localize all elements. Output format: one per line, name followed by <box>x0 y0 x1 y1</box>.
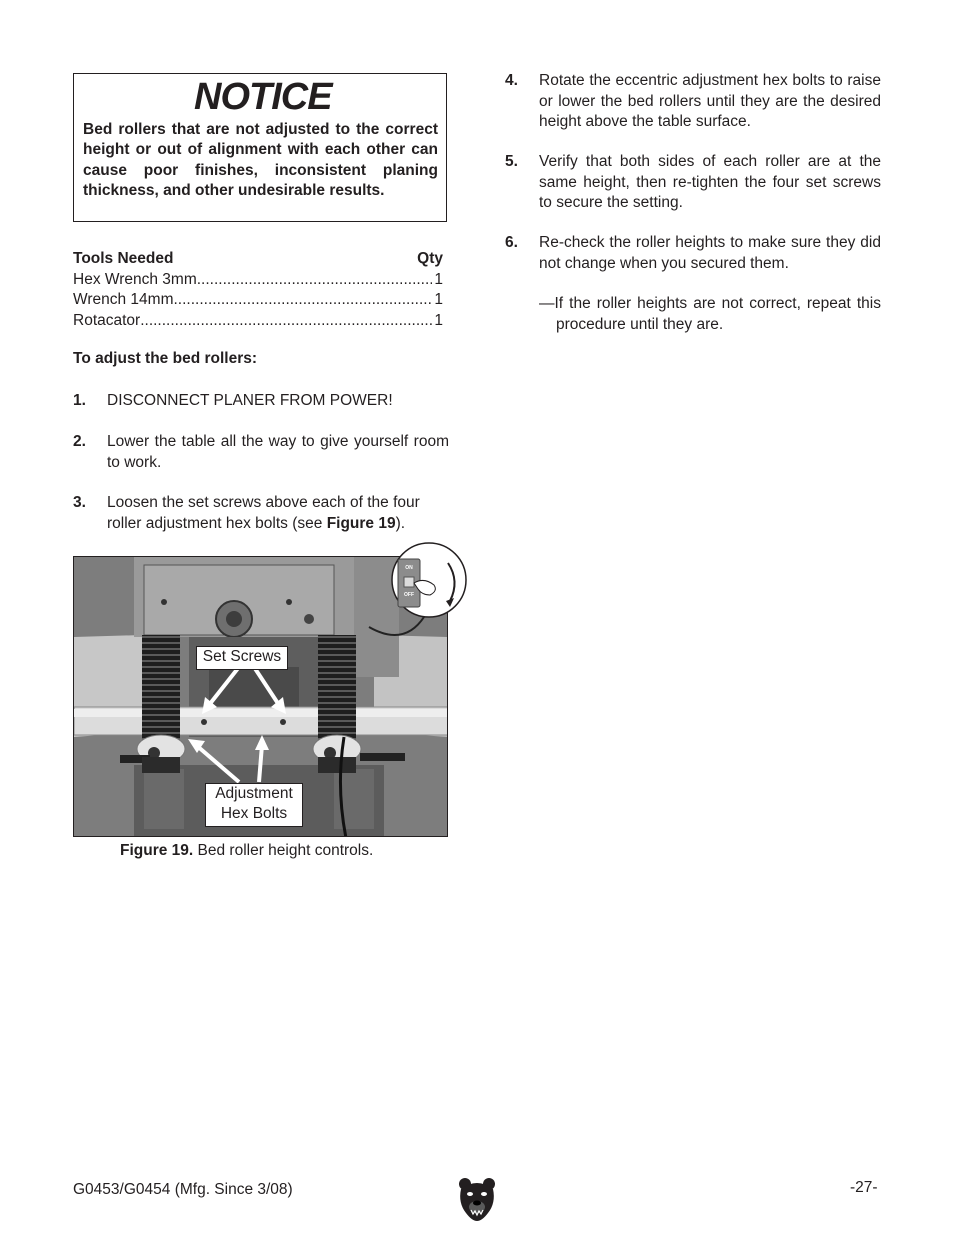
tool-name: Hex Wrench 3mm <box>73 270 197 288</box>
footer-model: G0453/G0454 (Mfg. Since 3/08) <box>73 1181 293 1198</box>
tools-header-qty: Qty <box>417 250 443 267</box>
step-text: Rotate the eccentric adjustment hex bolts to raise or lower the bed rollers until they are the desired height above the table surface. <box>539 72 881 130</box>
power-switch-inset <box>390 541 470 626</box>
bear-head-icon <box>458 1177 496 1221</box>
switch-on-label: ON <box>405 565 413 571</box>
tool-name: Wrench 14mm <box>73 291 174 308</box>
caption-label: Figure 19. <box>120 842 194 859</box>
step-6-note <box>539 294 881 335</box>
tool-qty: 1 <box>434 291 443 308</box>
tool-qty: 1 <box>434 311 443 329</box>
step-number: 6. <box>505 234 518 251</box>
note-text: —If the roller heights are not correct, repeat this procedure until they are. <box>539 295 881 333</box>
step-number: 4. <box>505 72 518 89</box>
step-text-part: Loosen the set screws above each of the four roller adjustment hex bolts (see <box>107 494 420 532</box>
callout-line: Adjustment <box>215 785 293 802</box>
leader-dots <box>197 271 433 292</box>
step-number: 5. <box>505 153 518 170</box>
notice-box <box>73 73 447 222</box>
callout-line: Hex Bolts <box>220 804 288 822</box>
notice-text: Bed rollers that are not adjusted to the correct height or out of alignment with each other can cause poor finishes, inconsistent planing thickness, and other undesirable results. <box>83 121 438 199</box>
step-text: DISCONNECT PLANER FROM POWER! <box>107 392 393 409</box>
step-text <box>107 493 449 534</box>
figure-reference: Figure 19 <box>326 514 396 532</box>
tool-row <box>73 291 443 312</box>
switch-off-label: OFF <box>404 592 414 598</box>
tools-header <box>73 250 443 271</box>
page-number: -27- <box>850 1179 878 1196</box>
step-text: Verify that both sides of each roller are at the same height, then re-tighten the four set screws to secure the setting. <box>539 153 881 211</box>
notice-title: NOTICE <box>194 76 332 118</box>
tools-needed-list <box>73 250 443 332</box>
caption-text: Bed roller height controls. <box>193 842 374 859</box>
step-text: Re-check the roller heights to make sure they did not change when you secured them. <box>539 234 881 272</box>
figure-caption <box>120 842 373 860</box>
leader-dots <box>174 291 433 312</box>
procedure-heading: To adjust the bed rollers: <box>73 350 258 367</box>
tool-name: Rotacator <box>73 311 141 329</box>
power-switch-icon <box>390 541 470 621</box>
step-number: 2. <box>73 433 86 450</box>
tool-qty: 1 <box>434 270 443 288</box>
tools-header-label: Tools Needed <box>73 250 174 267</box>
step-number: 1. <box>73 392 86 409</box>
adjustment-hex-bolts-callout <box>205 783 303 827</box>
leader-dots <box>140 312 432 333</box>
step-text-part: ). <box>395 514 406 532</box>
grizzly-bear-logo <box>458 1177 496 1226</box>
tool-row <box>73 271 443 292</box>
step-number: 3. <box>73 494 86 511</box>
step-text: Lower the table all the way to give yourself room to work. <box>107 433 449 471</box>
tool-row <box>73 312 443 333</box>
set-screws-callout: Set Screws <box>196 646 288 670</box>
